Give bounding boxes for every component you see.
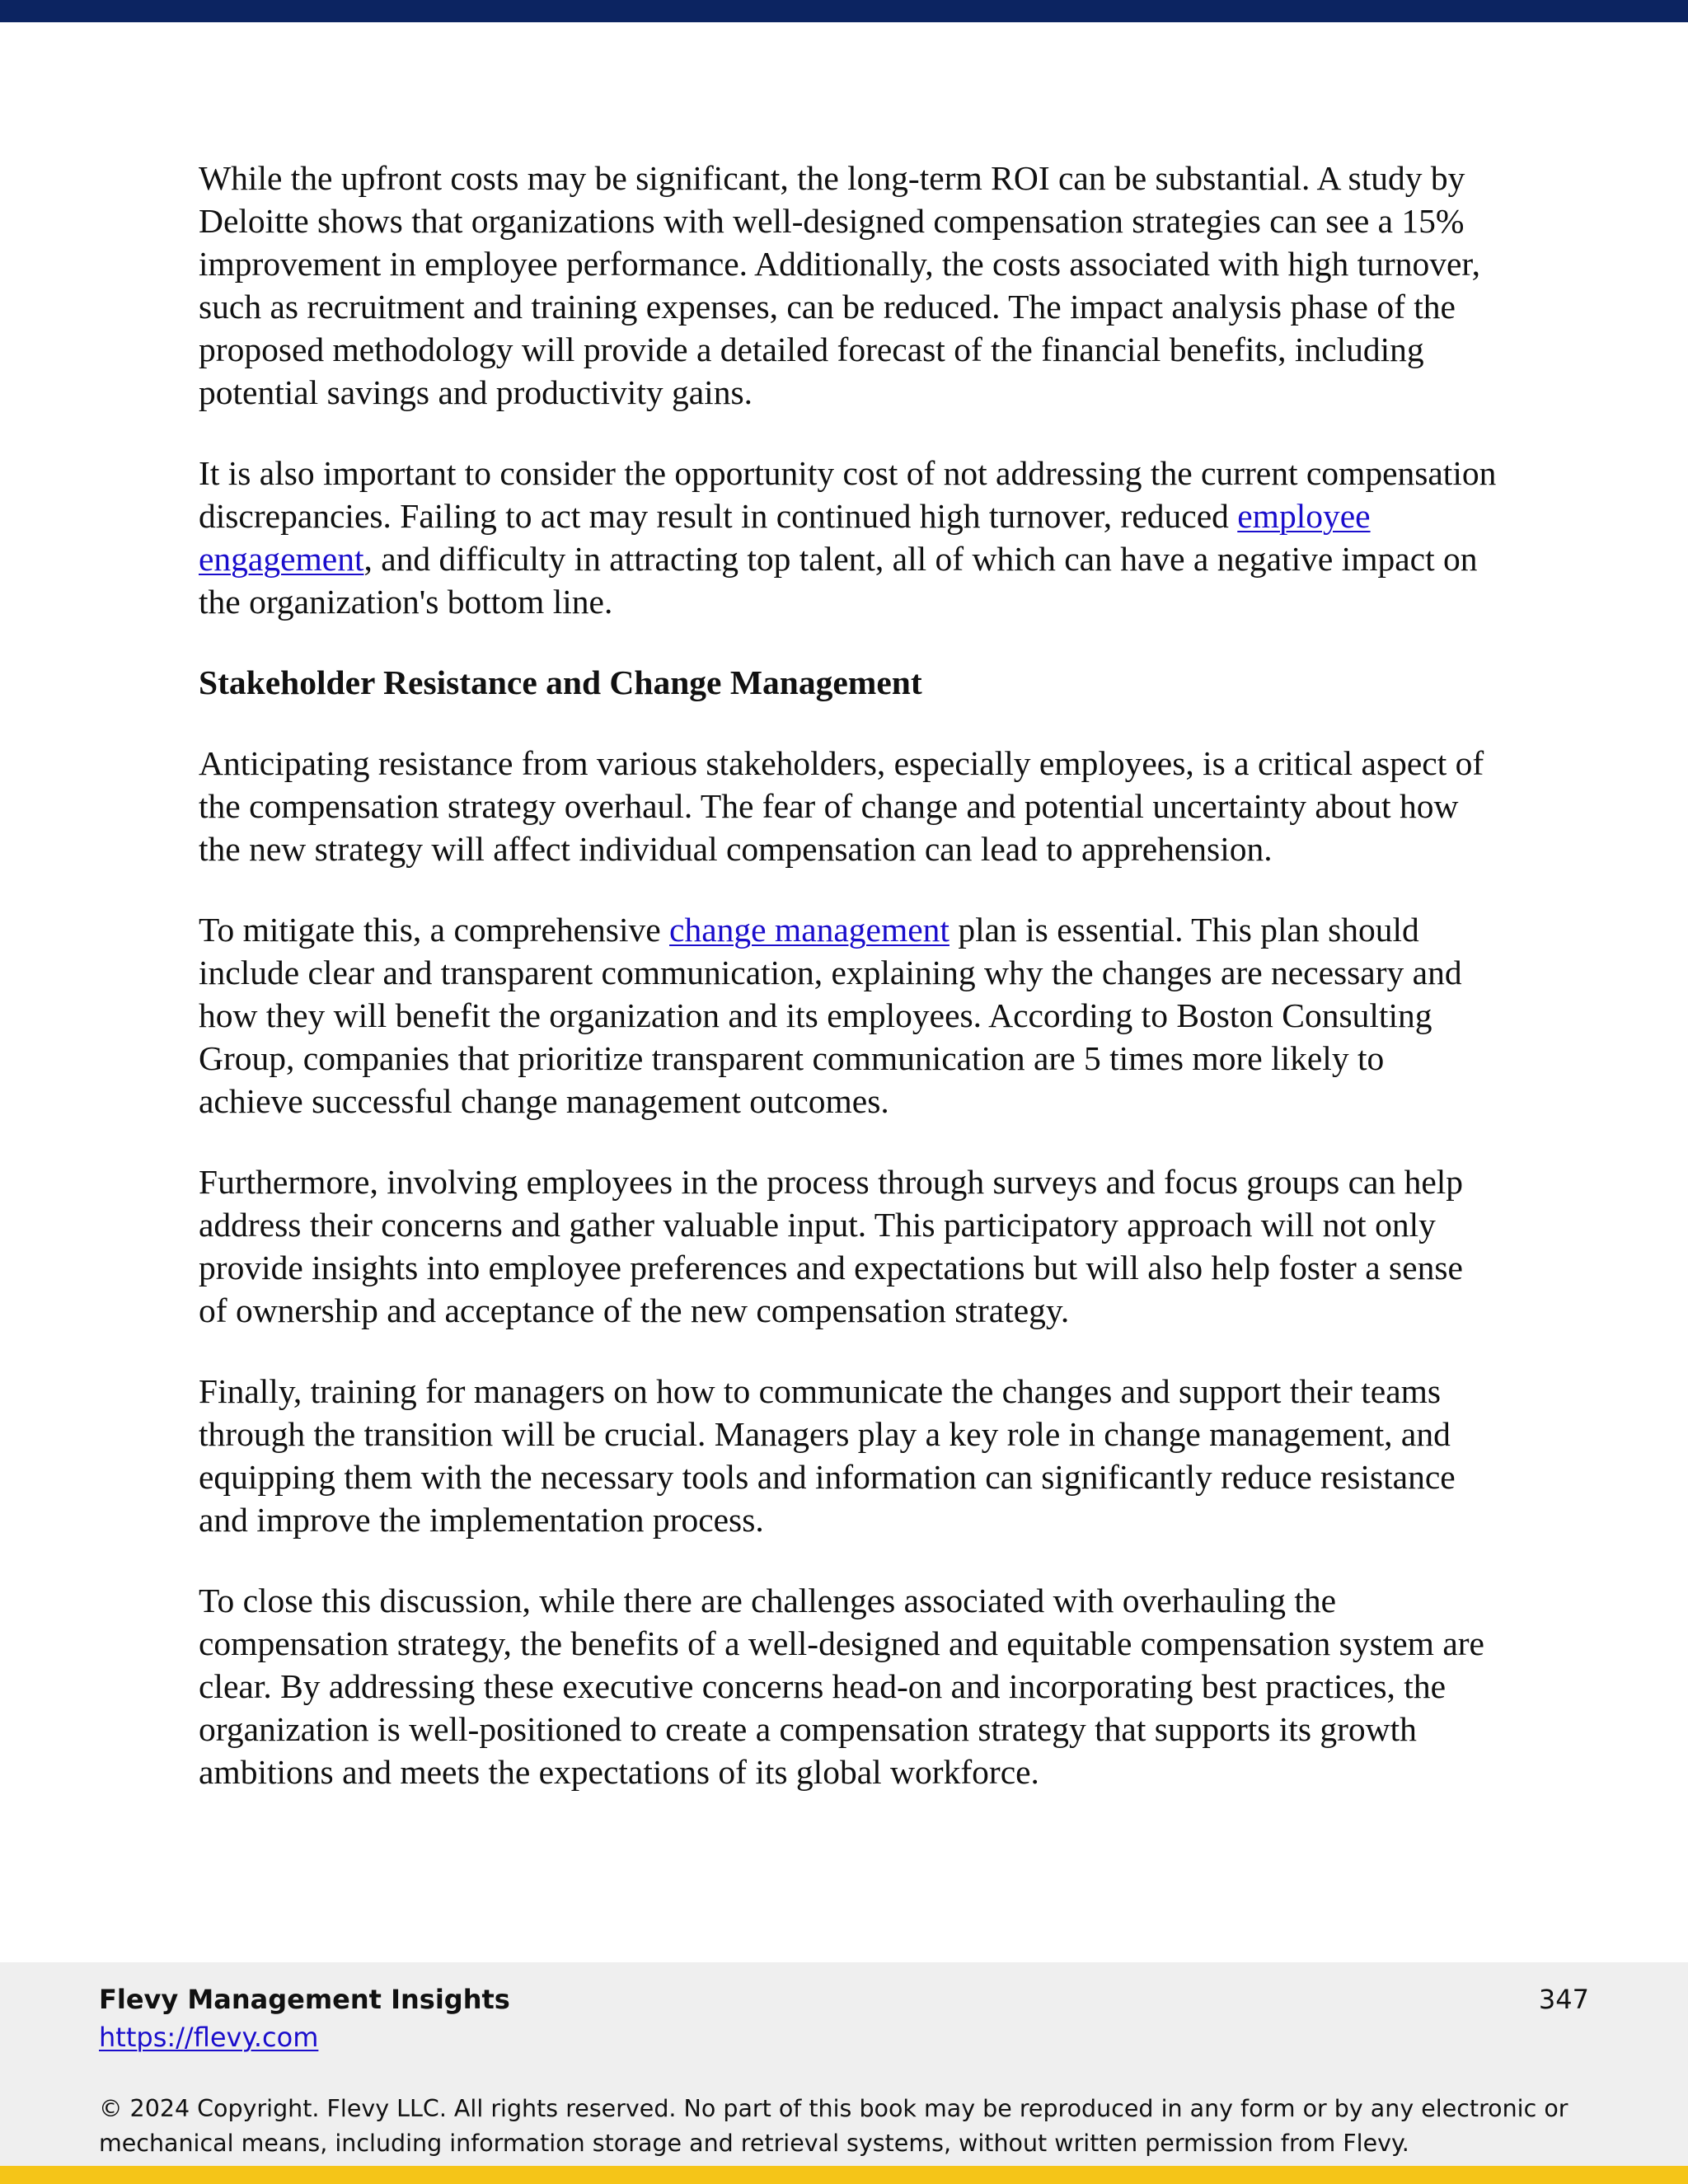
copyright-line: mechanical means, including information storage and retrieval systems, without written permission from Flevy. (99, 2130, 1409, 2157)
footer-website-link[interactable]: https://flevy.com (99, 2022, 319, 2053)
header-color-bar (0, 0, 1688, 22)
paragraph-anticipating-resistance: Anticipating resistance from various stakeholders, especially employees, is a critical aspect of the compensation strategy overhaul. The fear of change and potential uncertainty about how the new strategy will affect individual compensation can lead to apprehension. (199, 744, 1484, 868)
body-content (199, 157, 1497, 1831)
paragraph-text: It is also important to consider the opportunity cost of not addressing the current compensation discrepancies. Failing to act may result in continued high turnover, reduced (199, 454, 1497, 535)
page-footer (0, 1962, 1688, 2166)
paragraph-involving-employees: Furthermore, involving employees in the process through surveys and focus groups can help address their concerns and gather valuable input. This participatory approach will not only provide insights into employee preferences and expectations but will also help foster a sense of ownership and acceptance of the new compensation strategy. (199, 1163, 1464, 1329)
paragraph-opportunity-cost (199, 452, 1497, 623)
paragraph-text: To mitigate this, a comprehensive (199, 911, 670, 949)
copyright-notice (99, 2092, 1582, 2161)
footer-brand: Flevy Management Insights (99, 1984, 510, 2015)
footer-color-bar (0, 2166, 1688, 2184)
change-management-link[interactable]: change management (669, 911, 950, 949)
paragraph-roi: While the upfront costs may be significant, the long-term ROI can be substantial. A study by Deloitte shows that organizations with well-designed compensation strategies can see a 15% improvement in employee performance. Additionally, the costs associated with high turnover, such as recruitment and training expenses, can be reduced. The impact analysis phase of the proposed methodology will provide a detailed forecast of the financial benefits, including potential savings and productivity gains. (199, 159, 1480, 411)
paragraph-text: , and difficulty in attracting top talent, all of which can have a negative impact on the organization's bottom line. (199, 540, 1478, 621)
page-number: 347 (1538, 1984, 1589, 2015)
section-heading: Stakeholder Resistance and Change Management (199, 663, 922, 701)
paragraph-conclusion: To close this discussion, while there are challenges associated with overhauling the compensation strategy, the benefits of a well-designed and equitable compensation system are clear. By addressing these executive concerns head-on and incorporating best practices, the organization is well-positioned to create a compensation strategy that supports its growth ambitions and meets the expectations of its global workforce. (199, 1582, 1484, 1791)
paragraph-change-management-plan (199, 908, 1497, 1122)
copyright-line: © 2024 Copyright. Flevy LLC. All rights reserved. No part of this book may be reproduced in any form or by any electronic or (99, 2095, 1568, 2122)
paragraph-manager-training: Finally, training for managers on how to communicate the changes and support their teams through the transition will be crucial. Managers play a key role in change management, and equipping them with the necessary tools and information can significantly reduce resistance and improve the implementation process. (199, 1372, 1456, 1539)
employee-engagement-link[interactable]: employee engagement (199, 497, 1371, 578)
paragraph-text: plan is essential. This plan should include clear and transparent communication, explaining why the changes are necessary and how they will benefit the organization and its employees. According to Boston Consulting Group, companies that prioritize transparent communication are 5 times more likely to achieve successful change management outcomes. (199, 911, 1462, 1120)
